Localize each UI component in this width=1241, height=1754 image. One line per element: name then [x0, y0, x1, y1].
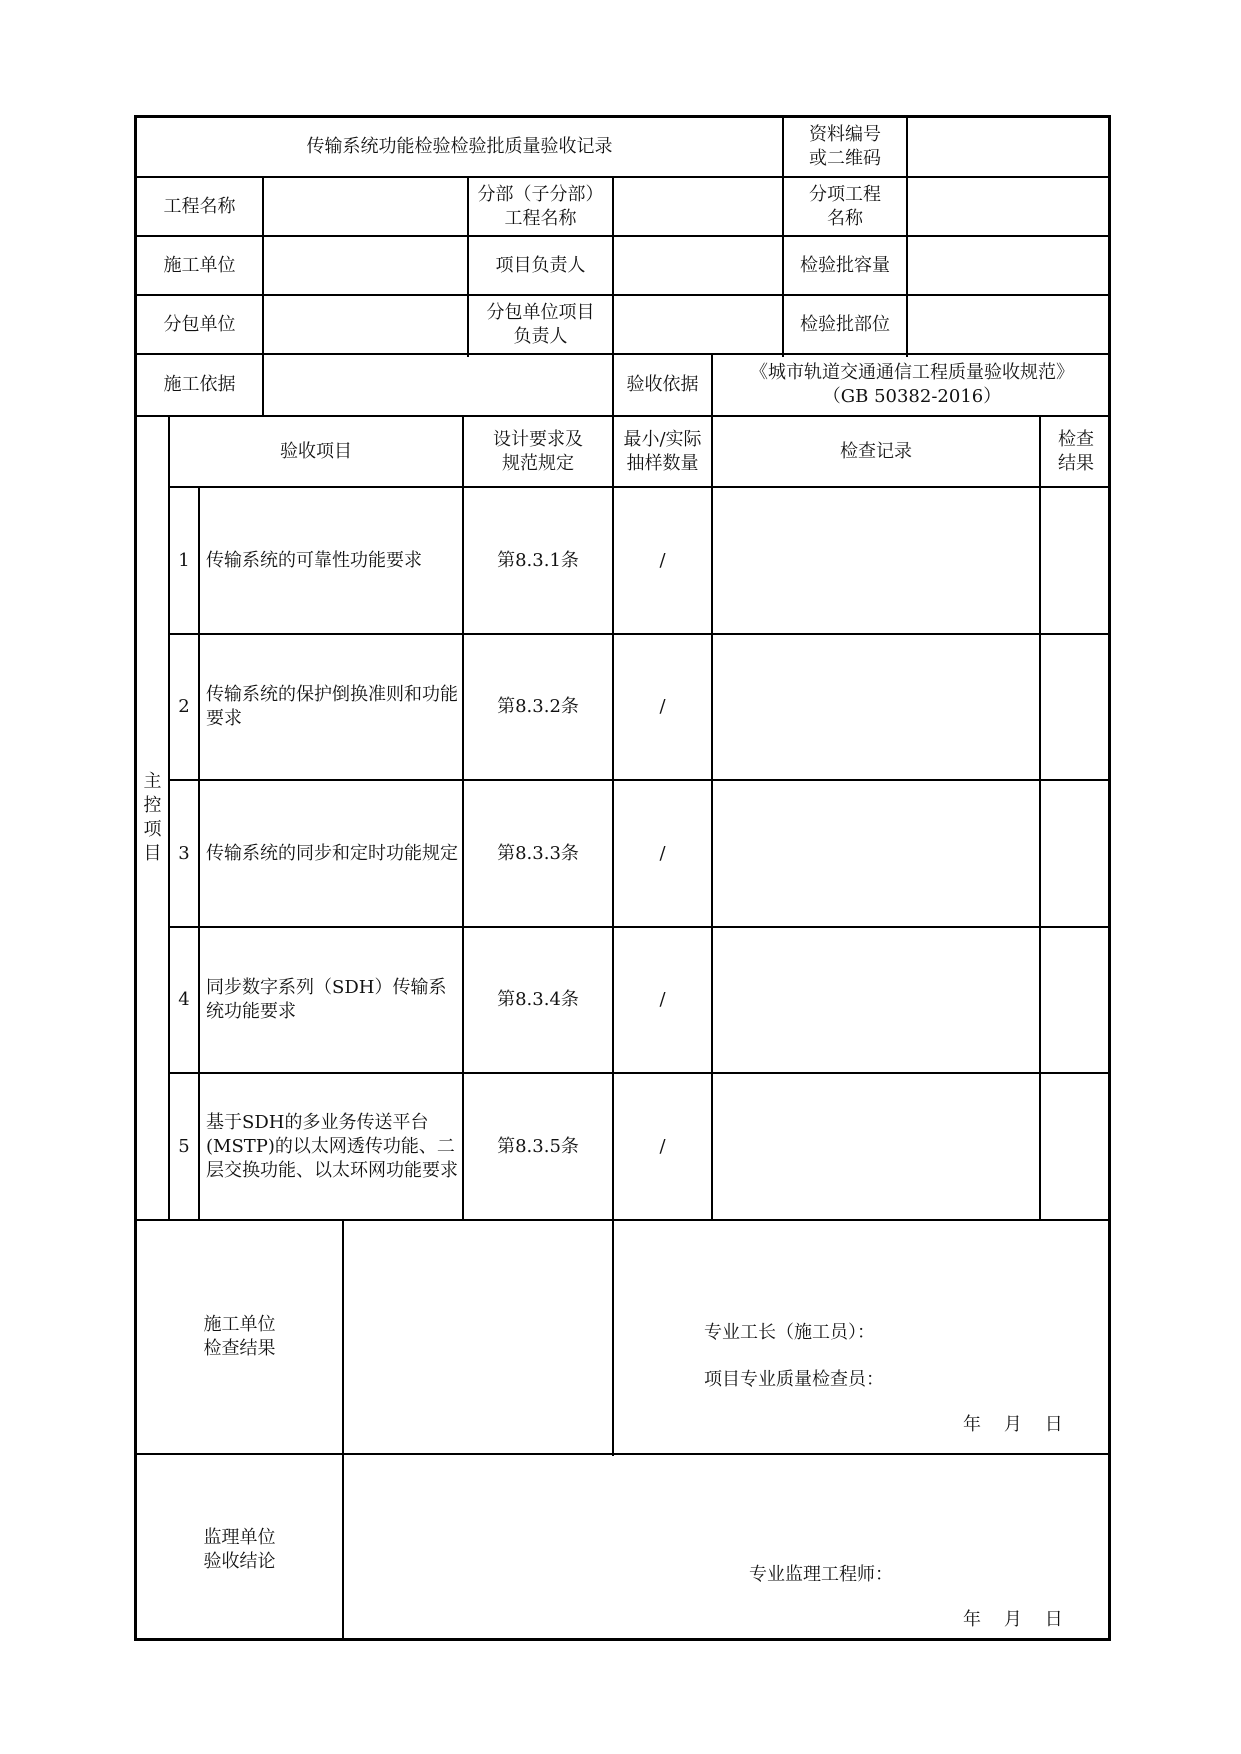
- form-title: 传输系统功能检验检验批质量验收记录: [306, 136, 613, 157]
- supervision-date: 年 月 日: [963, 1609, 1063, 1630]
- foreman-signature-label: 专业工长（施工员）：: [704, 1322, 875, 1343]
- main-control-label-cell: [137, 417, 168, 1219]
- construction-check-label: 施工单位 检查结果: [203, 1314, 276, 1359]
- col-header-item: 验收项目: [280, 440, 352, 462]
- row-divider: [137, 294, 1111, 296]
- col-divider: [342, 1219, 344, 1641]
- project-name-label: 工程名称: [163, 195, 236, 217]
- col-divider: [1039, 415, 1041, 1219]
- col-header-result: 检查 结果: [1058, 428, 1094, 474]
- item-text: 传输系统的保护倒换准则和功能要求: [206, 684, 458, 729]
- construction-unit-label: 施工单位: [163, 254, 236, 276]
- item-text: 基于SDH的多业务传送平台(MSTP)的以太网透传功能、二层交换功能、以太环网功能要求: [206, 1111, 458, 1181]
- construction-date: 年 月 日: [963, 1414, 1063, 1435]
- doc-code-label: 资料编号 或二维码: [809, 124, 881, 169]
- col-divider: [262, 353, 264, 415]
- capacity-label: 检验批容量: [800, 254, 890, 276]
- item-number: 3: [178, 842, 190, 864]
- subcontractor-label: 分包单位: [163, 313, 236, 335]
- item-sample: /: [659, 1135, 666, 1157]
- col-divider: [906, 176, 908, 357]
- item-sample: /: [659, 696, 666, 717]
- subitem-label: 分项工程 名称: [809, 183, 881, 229]
- construction-basis-label: 施工依据: [163, 374, 236, 395]
- col-header-record: 检查记录: [840, 440, 912, 462]
- item-sample: /: [659, 842, 666, 864]
- sub-manager-label: 分包单位项目 负责人: [486, 301, 595, 347]
- row-divider: [137, 176, 1111, 178]
- col-divider: [612, 176, 614, 357]
- item-number: 5: [178, 1135, 190, 1157]
- item-text: 传输系统的可靠性功能要求: [206, 549, 422, 571]
- item-clause: 第8.3.5条: [497, 1135, 579, 1157]
- item-clause: 第8.3.4条: [497, 989, 579, 1010]
- col-header-requirement: 设计要求及 规范规定: [493, 428, 583, 474]
- row-divider: [137, 235, 1111, 237]
- subdivision-label: 分部（子分部） 工程名称: [477, 183, 604, 229]
- main-control-label: 主控项目: [143, 771, 162, 864]
- acceptance-record-form: [134, 115, 1111, 1641]
- item-clause: 第8.3.1条: [497, 549, 579, 571]
- col-divider: [906, 118, 908, 176]
- item-sample: /: [659, 989, 666, 1010]
- item-clause: 第8.3.3条: [497, 842, 579, 864]
- item-number: 4: [178, 989, 190, 1010]
- item-number: 2: [178, 696, 190, 717]
- inspector-signature-label: 项目专业质量检查员：: [704, 1369, 884, 1390]
- project-manager-label: 项目负责人: [495, 254, 586, 276]
- item-text: 同步数字系列（SDH）传输系统功能要求: [206, 977, 447, 1022]
- acceptance-basis-label: 验收依据: [626, 374, 699, 395]
- location-label: 检验批部位: [800, 313, 890, 335]
- col-divider: [262, 176, 264, 357]
- item-text: 传输系统的同步和定时功能规定: [206, 842, 458, 864]
- item-sample: /: [659, 549, 666, 571]
- supervisor-signature-label: 专业监理工程师：: [749, 1564, 893, 1585]
- acceptance-basis-value: 《城市轨道交通通信工程质量验收规范》 （GB 50382-2016）: [750, 362, 1074, 407]
- item-clause: 第8.3.2条: [497, 696, 579, 717]
- col-header-sample: 最小/实际 抽样数量: [623, 428, 702, 474]
- supervision-label: 监理单位 验收结论: [203, 1526, 276, 1572]
- item-number: 1: [178, 549, 190, 571]
